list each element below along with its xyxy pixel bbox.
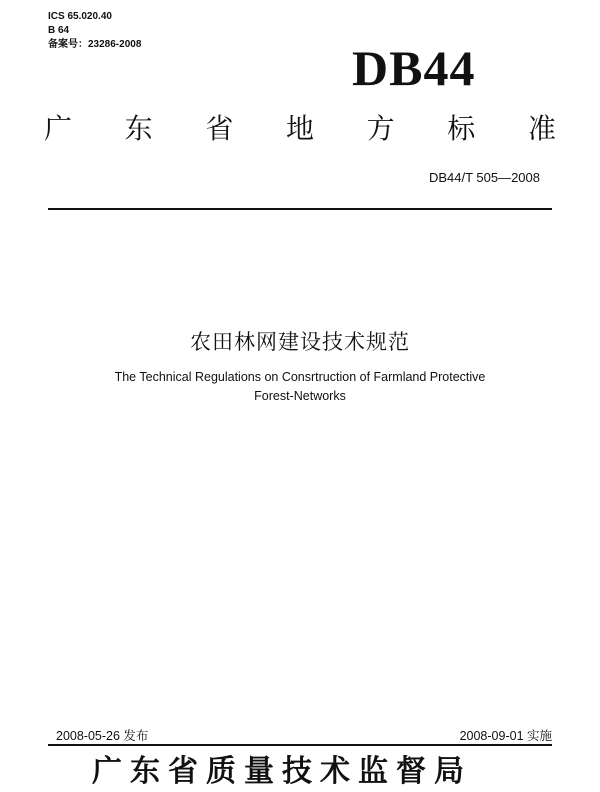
standard-type-char: 准 <box>527 112 556 145</box>
bottom-divider <box>48 744 552 746</box>
standard-type-char: 广 <box>44 112 73 145</box>
title-en-line-2: Forest-Networks <box>254 389 346 403</box>
implementation-date: 2008-09-01 实施 <box>459 729 552 743</box>
classification-code: B 64 <box>48 25 70 36</box>
metadata-block <box>48 10 141 52</box>
standard-type-char: 方 <box>366 112 395 145</box>
standard-type-char: 省 <box>205 112 234 145</box>
document-title-en <box>0 368 600 406</box>
standard-code-logo: DB44 <box>352 40 476 96</box>
ics-code: ICS 65.020.40 <box>48 11 112 22</box>
document-title-cn: 农田林网建设技术规范 <box>190 330 410 354</box>
top-divider <box>48 208 552 210</box>
standard-number: DB44/T 505—2008 <box>428 170 540 185</box>
issue-date: 2008-05-26 发布 <box>56 729 149 743</box>
standard-type-title <box>44 112 556 146</box>
standard-type-char: 东 <box>124 112 153 145</box>
standard-type-char: 地 <box>285 112 314 145</box>
issuing-authority: 广东省质量技术监督局 <box>92 754 472 789</box>
standard-type-char: 标 <box>447 112 476 145</box>
title-en-line-1: The Technical Regulations on Consrtruction of Farmland Protective <box>114 370 486 384</box>
record-number: 备案号：23286-2008 <box>48 39 142 50</box>
